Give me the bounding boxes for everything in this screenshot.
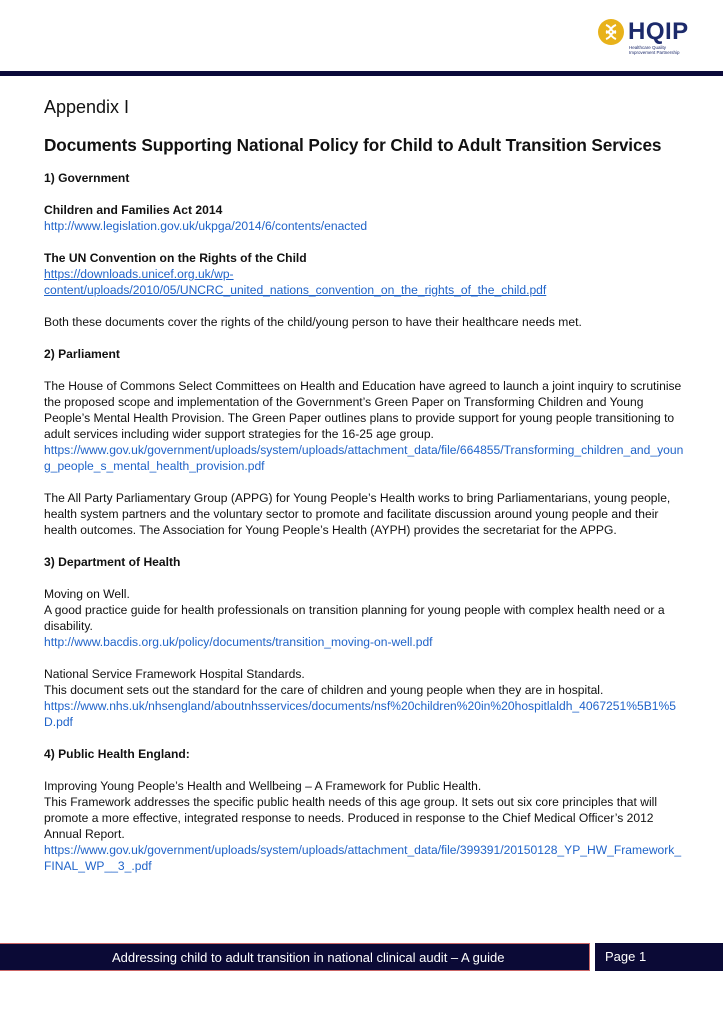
appendix-label: Appendix I [44,97,130,117]
section-heading-government: 1) Government [44,171,130,185]
section-heading-department-of-health: 3) Department of Health [44,555,181,569]
item-text: The House of Commons Select Committees on Health and Education have agreed to launch a joint inquiry to scrutinise the proposed scope and implementation of the Government’s Green Paper on Transforming Children and Young People’s Mental Health Provision. The Green Paper outlines plans to provide support for young people transitioning to adult services including wider support strategies for the 16-25 age group. [44,379,682,441]
list-item [44,778,684,874]
document-link[interactable]: https://www.gov.uk/government/uploads/system/uploads/attachment_data/file/399391/20150128_YP_HW_Framework_FINAL_WP__3_.pdf [44,843,682,873]
logo-wordmark: HQIP [628,18,689,45]
footer-guide-title: Addressing child to adult transition in national clinical audit – A guide [112,950,505,965]
section-heading-parliament: 2) Parliament [44,347,120,361]
header-rule [0,71,723,76]
item-text: This document sets out the standard for the care of children and young people when they are in hospital. [44,683,604,697]
document-link[interactable]: http://www.legislation.gov.uk/ukpga/2014/6/contents/enacted [44,219,368,233]
section-heading-public-health-england: 4) Public Health England: [44,747,190,761]
item-title: Improving Young People’s Health and Wellbeing – A Framework for Public Health. [44,779,482,793]
section-note: Both these documents cover the rights of the child/young person to have their healthcare needs met. [44,315,582,329]
item-text: A good practice guide for health professionals on transition planning for young people with complex health need or a disability. [44,603,665,633]
list-item [44,250,684,298]
list-item [44,490,684,538]
item-text: This Framework addresses the specific public health needs of this age group. It sets out six core principles that will promote a more effective, integrated response to needs. Produced in response to the Chief Medical Officer’s 2012 Annual Report. [44,795,658,841]
hqip-logo [598,17,708,57]
list-item [44,666,684,730]
document-link[interactable]: https://www.gov.uk/government/uploads/system/uploads/attachment_data/file/664855/Transforming_children_and_young_people_s_mental_health_provision.pdf [44,443,684,473]
document-link[interactable]: https://www.nhs.uk/nhsengland/aboutnhsservices/documents/nsf%20children%20in%20hospitlaldh_4067251%5B1%5D.pdf [44,699,676,729]
list-item [44,202,684,234]
hqip-logo-icon [598,19,624,45]
item-title: Moving on Well. [44,587,130,601]
logo-subtitle: Healthcare Quality Improvement Partnership [629,45,680,55]
list-item [44,378,684,474]
document-link[interactable]: https://downloads.unicef.org.uk/wp- content/uploads/2010/05/UNCRC_united_nations_convention_on_the_rights_of_the_child.pdf [44,267,547,297]
document-title: Documents Supporting National Policy for Child to Adult Transition Services [44,135,662,155]
list-item [44,586,684,650]
item-title: The UN Convention on the Rights of the Child [44,251,307,265]
footer-page-number-box [595,943,723,971]
footer-guide-title-bar [0,943,590,971]
item-title: Children and Families Act 2014 [44,203,223,217]
item-text: The All Party Parliamentary Group (APPG) for Young People’s Health works to bring Parliamentarians, young people, health system partners and the voluntary sector to promote and facilitate discussion around young people and their health outcomes. The Association for Young People’s Health (AYPH) provides the secretariat for the APPG. [44,491,671,537]
item-title: National Service Framework Hospital Standards. [44,667,305,681]
document-body [44,96,684,890]
document-link[interactable]: http://www.bacdis.org.uk/policy/documents/transition_moving-on-well.pdf [44,635,433,649]
page-number: Page 1 [605,949,647,964]
